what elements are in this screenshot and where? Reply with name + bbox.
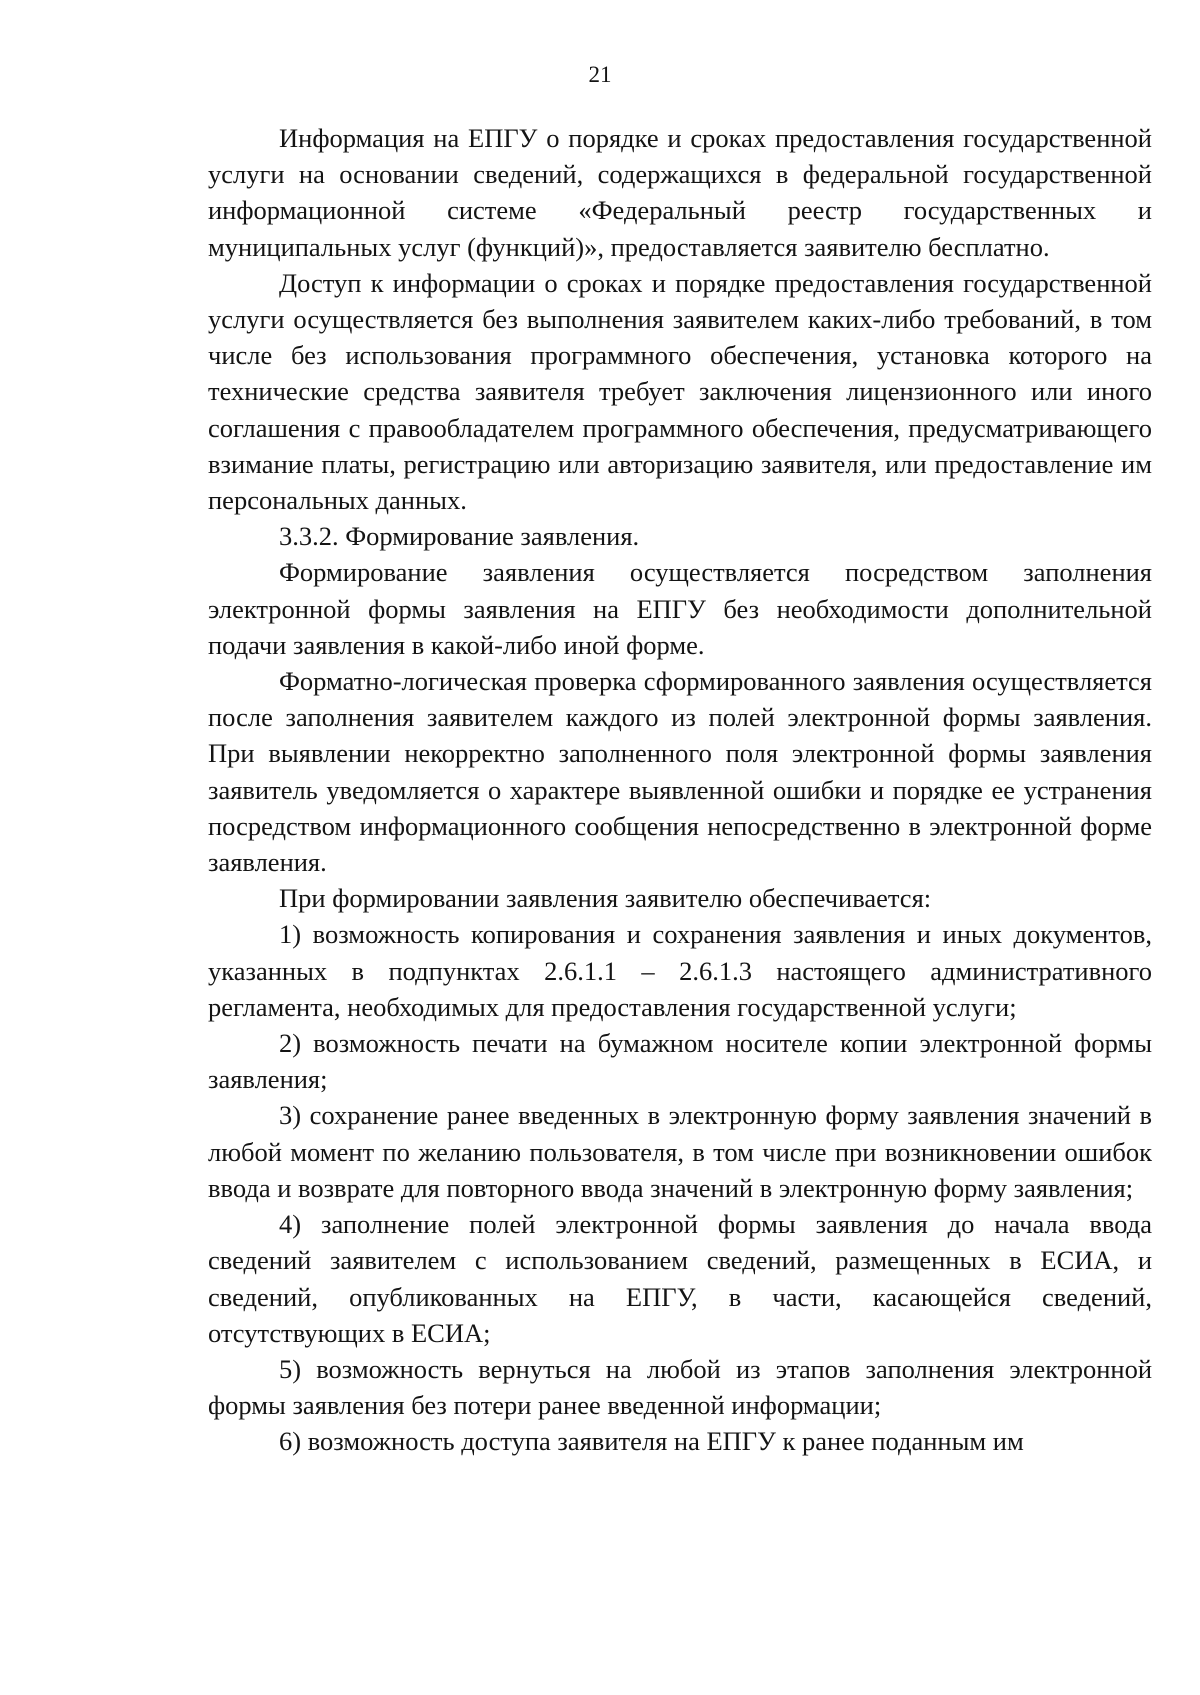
paragraph-info-free: Информация на ЕПГУ о порядке и сроках предоставления государственной услуги на основании сведений, содержащихся в федеральной государственной информационной системе «Федеральный реестр государственных и муниципальных услуг (функций)», предоставляется заявителю бесплатно. bbox=[208, 123, 1152, 262]
paragraph-format-check: Форматно-логическая проверка сформированного заявления осуществляется после заполнения заявителем каждого из полей электронной формы заявления. При выявлении некорректно заполненного поля электронной формы заявления заявитель уведомляется о характере выявленной ошибки и порядке ее устранения посредством информационного сообщения непосредственно в электронной форме заявления. bbox=[208, 666, 1152, 878]
section-heading-3-3-2: 3.3.2. Формирование заявления. bbox=[279, 521, 640, 552]
document-body bbox=[208, 120, 1152, 1460]
list-item-1: 1) возможность копирования и сохранения заявления и иных документов, указанных в подпунктах 2.6.1.1 – 2.6.1.3 настоящего административного регламента, необходимых для предоставления государственной услуги; bbox=[208, 919, 1152, 1022]
list-item-4: 4) заполнение полей электронной формы заявления до начала ввода сведений заявителем с использованием сведений, размещенных в ЕСИА, и сведений, опубликованных на ЕПГУ, в части, касающейся сведений, отсутствующих в ЕСИА; bbox=[208, 1209, 1152, 1348]
paragraph-provided-list-intro: При формировании заявления заявителю обеспечивается: bbox=[279, 883, 932, 914]
list-item-3: 3) сохранение ранее введенных в электронную форму заявления значений в любой момент по желанию пользователя, в том числе при возникновении ошибок ввода и возврате для повторного ввода значений в электронную форму заявления; bbox=[208, 1100, 1152, 1203]
paragraph-form-filling: Формирование заявления осуществляется посредством заполнения электронной формы заявления на ЕПГУ без необходимости дополнительной подачи заявления в какой-либо иной форме. bbox=[208, 557, 1152, 660]
list-item-2: 2) возможность печати на бумажном носителе копии электронной формы заявления; bbox=[208, 1028, 1152, 1095]
list-item-6: 6) возможность доступа заявителя на ЕПГУ к ранее поданным им bbox=[279, 1426, 1024, 1457]
page-number: 21 bbox=[588, 62, 612, 87]
list-item-5: 5) возможность вернуться на любой из этапов заполнения электронной формы заявления без потери ранее введенной информации; bbox=[208, 1353, 1152, 1421]
paragraph-access-info: Доступ к информации о сроках и порядке предоставления государственной услуги осуществляется без выполнения заявителем каких-либо требований, в том числе без использования программного обеспечения, установка которого на технические средства заявителя требует заключения лицензионного или иного соглашения с правообладателем программного обеспечения, предусматривающего взимание платы, регистрацию или авторизацию заявителя, или предоставление им персональных данных. bbox=[208, 267, 1152, 516]
